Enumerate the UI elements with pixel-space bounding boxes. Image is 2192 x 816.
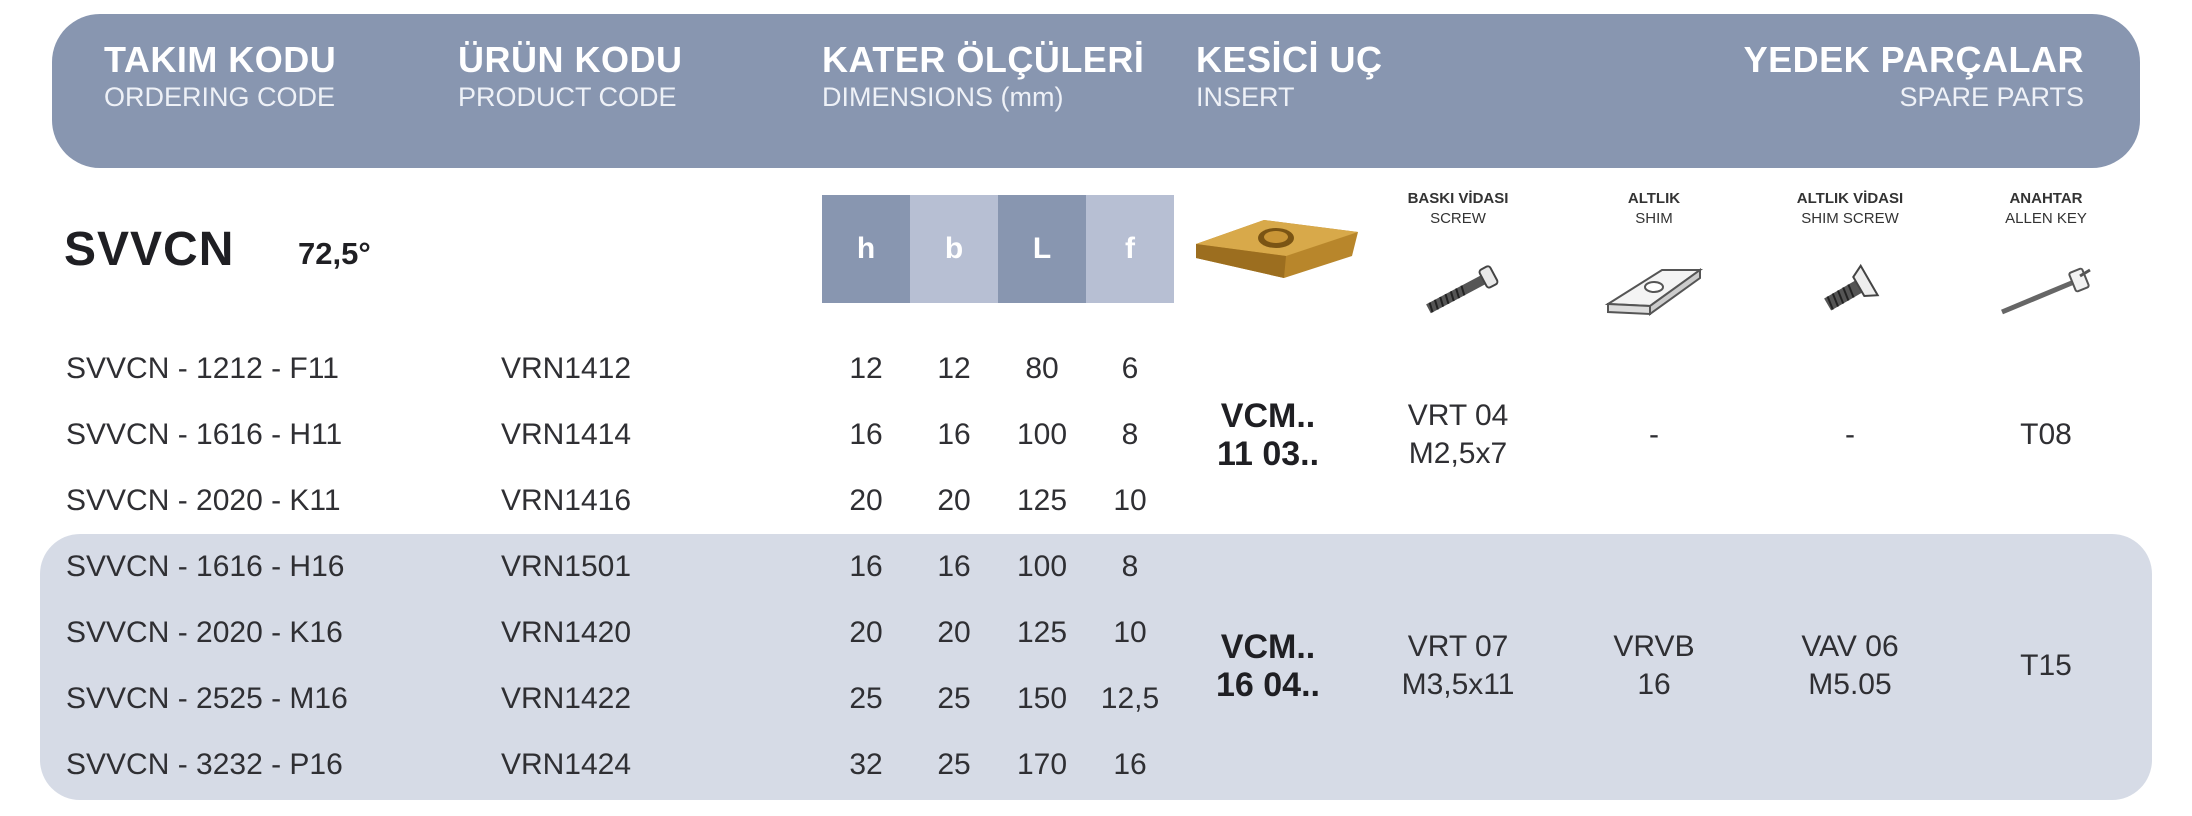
spare-header-shim [1564,189,1744,229]
product-code: VRN1412 [500,352,632,385]
shim-screw-code-group-1 [1760,336,1940,534]
dim-f: 8 [1121,550,1139,583]
shim-code-line-1: - [1649,418,1659,451]
spare-screw-tr: BASKI VİDASI [1407,190,1509,207]
shim-screw-icon [1806,256,1896,326]
spare-key-en: ALLEN KEY [2005,210,2087,227]
header-ordering-tr: TAKIM KODU [104,39,337,80]
product-code: VRN1416 [500,484,632,517]
dim-L: 170 [1016,748,1068,781]
header-ordering-en: ORDERING CODE [104,82,336,112]
series-angle: 72,5° [298,236,371,271]
spare-shim-en: SHIM [1635,210,1673,227]
dim-b: 25 [937,748,971,781]
product-code: VRN1414 [500,418,632,451]
spare-screw-en: SCREW [1430,210,1486,227]
insert-code-line-1: VCM.. [1220,397,1316,435]
allen-key-icon [1996,256,2096,326]
header-insert-en: INSERT [1196,82,1295,112]
screw-code-line-1: VRT 07 [1407,630,1509,663]
dim-h: 12 [849,352,883,385]
dim-f: 16 [1113,748,1147,781]
dim-header-L: L [998,195,1086,303]
header-dimensions [822,40,1144,114]
insert-code-line-2: 16 04.. [1216,666,1320,704]
dim-f: 12,5 [1100,682,1160,715]
spare-header-allen-key [1956,189,2136,229]
dim-L: 150 [1016,682,1068,715]
dim-L: 80 [1025,352,1059,385]
key-code-group-2 [1956,534,2136,798]
spare-shim-tr: ALTLIK [1627,190,1681,207]
header-product-tr: ÜRÜN KODU [458,39,683,80]
dim-L: 100 [1016,418,1068,451]
ordering-code: SVVCN - 1616 - H16 [66,550,345,583]
key-code-line-1: T15 [2020,649,2072,682]
dim-b: 12 [937,352,971,385]
header-spare-tr: YEDEK PARÇALAR [1743,39,2084,80]
dim-f: 8 [1121,418,1139,451]
dim-b: 16 [937,418,971,451]
dim-header-h: h [822,195,910,303]
ordering-code: SVVCN - 1212 - F11 [66,352,339,385]
dim-header-f: f [1086,195,1174,303]
spare-header-shim-screw [1760,189,1940,229]
screw-code-group-2 [1368,534,1548,798]
product-code: VRN1422 [500,682,632,715]
dim-header-b: b [910,195,998,303]
insert-code-group-2 [1186,534,1350,798]
screw-code-line-2: M3,5x11 [1401,668,1515,701]
header-product-code [458,40,683,114]
dim-b: 20 [937,616,971,649]
spare-shim-screw-en: SHIM SCREW [1801,210,1899,227]
header-dimensions-tr: KATER ÖLÇÜLERİ [822,39,1145,80]
shim-screw-code-line-1: VAV 06 [1801,630,1899,663]
insert-code-line-1: VCM.. [1220,628,1316,666]
dim-h: 32 [849,748,883,781]
screw-icon [1412,256,1512,326]
dim-h: 16 [849,550,883,583]
ordering-code: SVVCN - 3232 - P16 [66,748,343,781]
dim-b: 16 [937,550,971,583]
dim-f: 6 [1121,352,1139,385]
screw-code-line-1: VRT 04 [1407,399,1509,432]
shim-code-line-1: VRVB [1613,630,1695,663]
header-insert-tr: KESİCİ UÇ [1196,39,1383,80]
product-code: VRN1424 [500,748,632,781]
dim-h: 20 [849,484,883,517]
ordering-code: SVVCN - 2020 - K11 [66,484,341,517]
dim-b: 25 [937,682,971,715]
key-code-line-1: T08 [2020,418,2072,451]
dim-h: 20 [849,616,883,649]
header-spare-parts [1744,40,2084,114]
ordering-code: SVVCN - 2020 - K16 [66,616,343,649]
dim-f: 10 [1113,616,1147,649]
product-code: VRN1501 [500,550,632,583]
shim-screw-code-line-2: M5.05 [1808,668,1892,701]
dim-h: 25 [849,682,883,715]
shim-screw-code-group-2 [1760,534,1940,798]
ordering-code: SVVCN - 2525 - M16 [66,682,348,715]
screw-code-line-2: M2,5x7 [1408,437,1508,470]
spare-header-screw [1368,189,1548,229]
header-dimensions-en: DIMENSIONS (mm) [822,82,1064,112]
insert-code-group-1 [1186,336,1350,534]
insert-code-line-2: 11 03.. [1216,435,1320,473]
shim-code-group-1 [1564,336,1744,534]
series-name: SVVCN [64,223,235,276]
header-product-en: PRODUCT CODE [458,82,677,112]
spare-shim-screw-tr: ALTLIK VİDASI [1796,190,1904,207]
shim-code-line-2: 16 [1637,668,1671,701]
dim-h: 16 [849,418,883,451]
dim-f: 10 [1113,484,1147,517]
shim-code-group-2 [1564,534,1744,798]
dim-L: 100 [1016,550,1068,583]
header-spare-en: SPARE PARTS [1899,82,2084,112]
dim-L: 125 [1016,616,1068,649]
shim-screw-code-line-1: - [1845,418,1855,451]
insert-icon [1192,212,1362,282]
screw-code-group-1 [1368,336,1548,534]
key-code-group-1 [1956,336,2136,534]
dim-b: 20 [937,484,971,517]
product-code: VRN1420 [500,616,632,649]
ordering-code: SVVCN - 1616 - H11 [66,418,343,451]
shim-icon [1604,256,1704,326]
header-ordering-code [104,40,336,114]
dim-L: 125 [1016,484,1068,517]
header-insert [1196,40,1383,114]
spare-key-tr: ANAHTAR [2009,190,2083,207]
